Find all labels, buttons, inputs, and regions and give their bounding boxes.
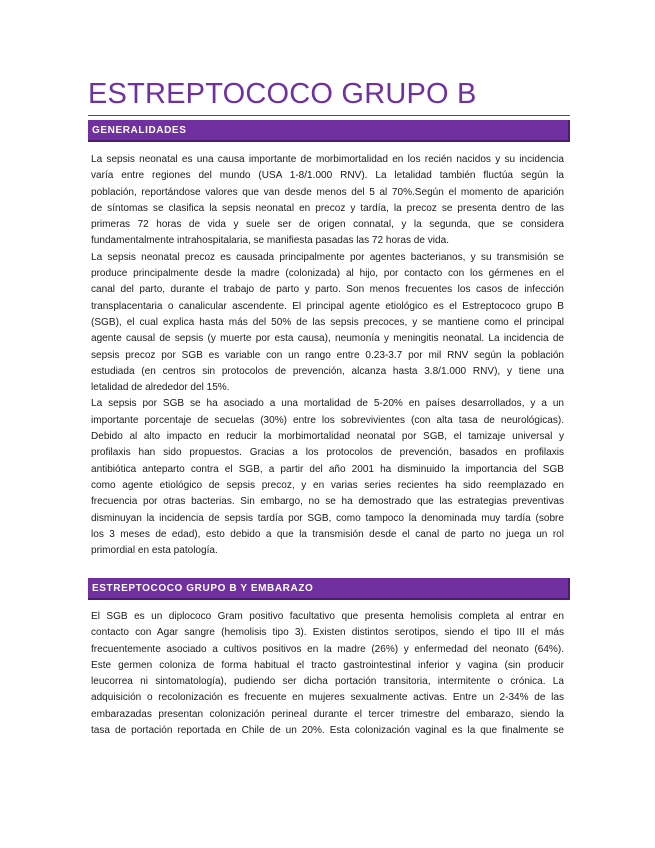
text-line: agente causal de sepsis (y muerte por esta causa), neumonía y meningitis neonatal. La incidencia de: [91, 333, 564, 345]
text-line: embarazadas presentan colonización perineal durante el tercer trimestre del embarazo, siendo la: [91, 708, 564, 720]
text-line: tasa de portación reportada en Chile de un 20%. Esta colonización vaginal es la que finalmente se: [91, 725, 564, 737]
text-line: primeras 72 horas de vida y suele ser de origen connatal, y la segunda, que se considera: [91, 219, 564, 231]
text-line: de síntomas se clasifica la sepsis neonatal en precoz y tardía, la precoz se presenta dentro de las: [91, 202, 564, 214]
section-body-generalidades: [91, 152, 564, 559]
section-heading-generalidades: GENERALIDADES: [88, 120, 570, 142]
text-line: como agente etiológico de sepsis precoz, y en varias series recientes ha sido reemplazado en: [91, 479, 564, 491]
text-line: los 3 meses de edad), esto debido a que la transmisión desde el canal de parto no juega un rol: [91, 528, 564, 540]
document-title: ESTREPTOCOCO GRUPO B: [88, 78, 477, 110]
text-line: frecuencia por otras bacterias. Sin embargo, no se ha demostrado que las estrategias preventivas: [91, 496, 564, 508]
text-line: La sepsis neonatal es una causa importante de morbimortalidad en los recién nacidos y su incidencia: [91, 154, 564, 165]
text-line: (SGB), el cual explica hasta más del 50% de las sepsis precoces, y se mantiene como el principal: [91, 316, 564, 328]
text-line: canal del parto, durante el trabajo de parto y parto. Son menos frecuentes los casos de infección: [91, 284, 564, 296]
section-heading-embarazo: ESTREPTOCOCO GRUPO B Y EMBARAZO: [88, 578, 570, 600]
text-line: El SGB es un diplococo Gram positivo facultativo que presenta hemolisis completa al entrar en: [91, 611, 564, 622]
text-line: estudiada (en centros sin protocolos de prevención, alcanza hasta 3.8/1.000 RNV), y tiene una: [91, 365, 564, 377]
text-line: primordial en esta patología.: [91, 545, 218, 557]
text-line: varía entre regiones del mundo (USA 1-8/1.000 RNV). La letalidad también fluctúa según la: [91, 170, 564, 182]
text-line: contacto con Agar sangre (hemolisis tipo 3). Existen distintos serotipos, siendo el tipo III el más: [91, 627, 564, 639]
text-line: Debido al alto impacto en reducir la morbimortalidad neonatal por SGB, el tamizaje universal y: [91, 431, 564, 443]
text-line: importante porcentaje de secuelas (30%) entre los sobrevivientes (con alta tasa de neurológicas).: [91, 414, 564, 426]
section-body-embarazo: [91, 609, 564, 739]
text-line: fundamentalmente intrahospitalaria, se manifiesta pasadas las 72 horas de vida.: [91, 235, 449, 247]
text-line: antibiótica anteparto contra el SGB, a partir del año 2001 ha disminuido la importancia del SGB: [91, 463, 564, 475]
title-underline: [88, 115, 570, 116]
text-line: Este germen coloniza de forma habitual el tracto gastrointestinal inferior y vagina (sin producir: [91, 659, 564, 671]
text-line: transplacentaria o canalicular ascendente. El principal agente etiológico es el Estreptococo grupo B: [91, 300, 564, 312]
text-line: La sepsis neonatal precoz es causada principalmente por agentes bacterianos, y su transmisión se: [91, 251, 564, 263]
text-line: letalidad de alrededor del 15%.: [91, 382, 230, 394]
text-line: frecuentemente asociado a cultivos positivos en la madre (26%) y enfermedad del neonato (64%).: [91, 643, 564, 655]
text-line: profilaxis han sido propuestos. Gracias a los protocolos de prevención, basados en profilaxis: [91, 447, 564, 459]
text-line: población, reportándose valores que van desde menos del 5 al 70%.Según el momento de aparición: [91, 186, 564, 198]
text-line: produce principalmente desde la madre (colonizada) al hijo, por contacto con los gérmenes en el: [91, 268, 564, 280]
text-line: La sepsis por SGB se ha asociado a una mortalidad de 5-20% en países desarrollados, y a un: [91, 398, 564, 410]
text-line: adquisición o recolonización es frecuente en mujeres sexualmente activas. Entre un 2-34% de las: [91, 692, 564, 704]
text-line: sepsis precoz por SGB es variable con un rango entre 0.23-3.7 por mil RNV según la población: [91, 349, 564, 361]
text-line: leucorrea ni sintomatología), pudiendo ser dicha portación transitoria, intermitente o crónica. La: [91, 676, 564, 688]
text-line: disminuyan la incidencia de sepsis tardía por SGB, como tampoco la denominada muy tardía (sobre: [91, 512, 564, 524]
